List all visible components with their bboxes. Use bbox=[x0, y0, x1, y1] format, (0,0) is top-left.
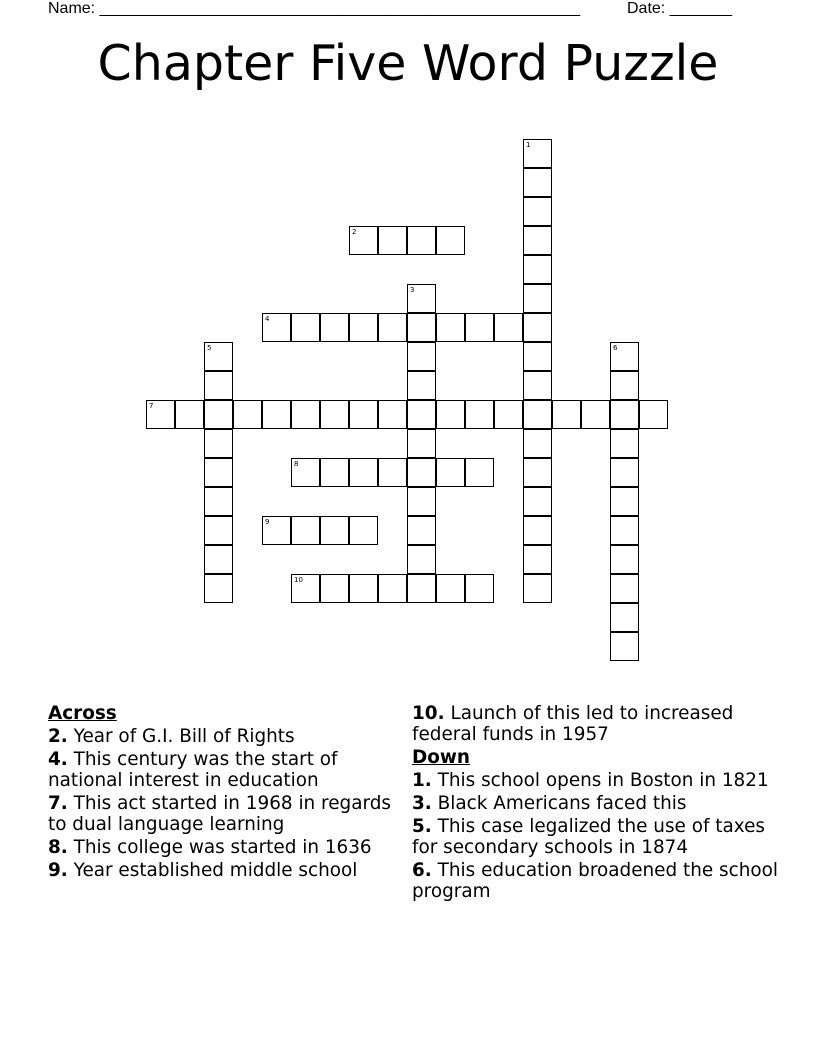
crossword-cell[interactable] bbox=[378, 458, 407, 487]
clues-right-column bbox=[412, 703, 782, 904]
crossword-cell[interactable] bbox=[407, 226, 436, 255]
crossword-cell[interactable] bbox=[523, 487, 552, 516]
across-heading: Across bbox=[48, 703, 117, 724]
crossword-cell[interactable] bbox=[204, 371, 233, 400]
crossword-cell[interactable] bbox=[610, 545, 639, 574]
clue-across-10: 10. Launch of this led to increased federal funds in 1957 bbox=[412, 703, 734, 745]
clue-number: 6 bbox=[613, 344, 618, 352]
clue-number: 10 bbox=[294, 576, 303, 584]
crossword-cell[interactable] bbox=[378, 313, 407, 342]
crossword-cell[interactable] bbox=[204, 458, 233, 487]
down-heading: Down bbox=[412, 747, 470, 768]
crossword-cell[interactable] bbox=[610, 400, 639, 429]
crossword-cell[interactable] bbox=[639, 400, 668, 429]
crossword-cell[interactable] bbox=[610, 632, 639, 661]
crossword-cell[interactable] bbox=[523, 429, 552, 458]
clue-down-6: 6. This education broadened the school program bbox=[412, 860, 778, 902]
crossword-cell[interactable] bbox=[204, 400, 233, 429]
crossword-cell[interactable] bbox=[407, 400, 436, 429]
crossword-cell[interactable] bbox=[552, 400, 581, 429]
crossword-cell[interactable] bbox=[436, 574, 465, 603]
crossword-cell[interactable] bbox=[407, 516, 436, 545]
crossword-cell[interactable] bbox=[175, 400, 204, 429]
crossword-cell[interactable] bbox=[436, 400, 465, 429]
crossword-cell-10[interactable] bbox=[291, 574, 320, 603]
crossword-cell[interactable] bbox=[465, 458, 494, 487]
crossword-cell[interactable] bbox=[233, 400, 262, 429]
crossword-cell[interactable] bbox=[523, 458, 552, 487]
crossword-cell[interactable] bbox=[523, 284, 552, 313]
crossword-cell[interactable] bbox=[610, 371, 639, 400]
crossword-cell[interactable] bbox=[523, 516, 552, 545]
crossword-cell[interactable] bbox=[349, 574, 378, 603]
crossword-cell[interactable] bbox=[465, 400, 494, 429]
crossword-cell[interactable] bbox=[349, 458, 378, 487]
crossword-cell[interactable] bbox=[610, 429, 639, 458]
crossword-cell[interactable] bbox=[204, 487, 233, 516]
crossword-cell-3[interactable] bbox=[407, 284, 436, 313]
crossword-cell[interactable] bbox=[407, 574, 436, 603]
crossword-cell[interactable] bbox=[523, 371, 552, 400]
crossword-cell-6[interactable] bbox=[610, 342, 639, 371]
crossword-cell[interactable] bbox=[610, 516, 639, 545]
clue-number: 4 bbox=[265, 315, 270, 323]
crossword-cell[interactable] bbox=[407, 342, 436, 371]
crossword-cell[interactable] bbox=[407, 545, 436, 574]
crossword-cell[interactable] bbox=[204, 574, 233, 603]
crossword-cell[interactable] bbox=[204, 429, 233, 458]
crossword-cell[interactable] bbox=[523, 400, 552, 429]
crossword-cell[interactable] bbox=[465, 574, 494, 603]
clue-number: 2 bbox=[352, 228, 357, 236]
crossword-cell-4[interactable] bbox=[262, 313, 291, 342]
crossword-cell[interactable] bbox=[407, 487, 436, 516]
crossword-cell[interactable] bbox=[436, 458, 465, 487]
crossword-cell[interactable] bbox=[523, 545, 552, 574]
crossword-cell[interactable] bbox=[610, 603, 639, 632]
crossword-cell[interactable] bbox=[523, 574, 552, 603]
crossword-cell[interactable] bbox=[523, 255, 552, 284]
crossword-cell[interactable] bbox=[378, 226, 407, 255]
clues-left-column bbox=[48, 703, 398, 883]
clue-across-9: 9. Year established middle school bbox=[48, 860, 358, 881]
clue-down-3: 3. Black Americans faced this bbox=[412, 793, 687, 814]
date-field-label[interactable]: Date: _______ bbox=[627, 0, 732, 17]
crossword-cell-9[interactable] bbox=[262, 516, 291, 545]
crossword-cell[interactable] bbox=[407, 371, 436, 400]
crossword-cell[interactable] bbox=[436, 313, 465, 342]
crossword-cell[interactable] bbox=[291, 400, 320, 429]
crossword-cell[interactable] bbox=[610, 458, 639, 487]
page-title: Chapter Five Word Puzzle bbox=[97, 35, 719, 92]
crossword-cell[interactable] bbox=[494, 313, 523, 342]
crossword-cell[interactable] bbox=[523, 226, 552, 255]
crossword-cell[interactable] bbox=[465, 313, 494, 342]
crossword-cell[interactable] bbox=[610, 487, 639, 516]
crossword-cell[interactable] bbox=[610, 574, 639, 603]
crossword-cell-8[interactable] bbox=[291, 458, 320, 487]
clue-down-1: 1. This school opens in Boston in 1821 bbox=[412, 770, 769, 791]
clue-across-4: 4. This century was the start of national interest in education bbox=[48, 749, 338, 791]
crossword-cell[interactable] bbox=[349, 516, 378, 545]
crossword-cell[interactable] bbox=[320, 516, 349, 545]
crossword-cell[interactable] bbox=[291, 516, 320, 545]
crossword-cell[interactable] bbox=[523, 342, 552, 371]
crossword-cell[interactable] bbox=[581, 400, 610, 429]
crossword-cell[interactable] bbox=[436, 226, 465, 255]
crossword-cell-1[interactable] bbox=[523, 139, 552, 168]
crossword-cell[interactable] bbox=[320, 313, 349, 342]
crossword-cell[interactable] bbox=[349, 400, 378, 429]
clue-across-8: 8. This college was started in 1636 bbox=[48, 837, 372, 858]
clue-number: 9 bbox=[265, 518, 270, 526]
crossword-cell-2[interactable] bbox=[349, 226, 378, 255]
crossword-cell[interactable] bbox=[291, 313, 320, 342]
clue-down-5: 5. This case legalized the use of taxes for secondary schools in 1874 bbox=[412, 816, 765, 858]
crossword-cell[interactable] bbox=[320, 400, 349, 429]
crossword-cell[interactable] bbox=[494, 400, 523, 429]
crossword-cell[interactable] bbox=[407, 313, 436, 342]
crossword-cell[interactable] bbox=[320, 574, 349, 603]
clue-number: 7 bbox=[149, 402, 154, 410]
crossword-cell[interactable] bbox=[262, 400, 291, 429]
clue-number: 1 bbox=[526, 141, 531, 149]
clue-number: 5 bbox=[207, 344, 212, 352]
crossword-cell[interactable] bbox=[204, 545, 233, 574]
clue-number: 8 bbox=[294, 460, 299, 468]
crossword-cell[interactable] bbox=[378, 574, 407, 603]
crossword-cell[interactable] bbox=[204, 516, 233, 545]
clue-number: 3 bbox=[410, 286, 415, 294]
crossword-cell[interactable] bbox=[407, 429, 436, 458]
clue-across-2: 2. Year of G.I. Bill of Rights bbox=[48, 726, 295, 747]
crossword-cell-7[interactable] bbox=[146, 400, 175, 429]
crossword-cell[interactable] bbox=[523, 168, 552, 197]
clue-across-7: 7. This act started in 1968 in regards to dual language learning bbox=[48, 793, 391, 835]
crossword-cell[interactable] bbox=[320, 458, 349, 487]
crossword-cell[interactable] bbox=[349, 313, 378, 342]
name-field-label[interactable]: Name: ______________________________________________________ bbox=[48, 0, 581, 17]
crossword-cell[interactable] bbox=[407, 458, 436, 487]
crossword-cell[interactable] bbox=[523, 313, 552, 342]
crossword-cell[interactable] bbox=[523, 197, 552, 226]
crossword-cell[interactable] bbox=[378, 400, 407, 429]
crossword-cell-5[interactable] bbox=[204, 342, 233, 371]
